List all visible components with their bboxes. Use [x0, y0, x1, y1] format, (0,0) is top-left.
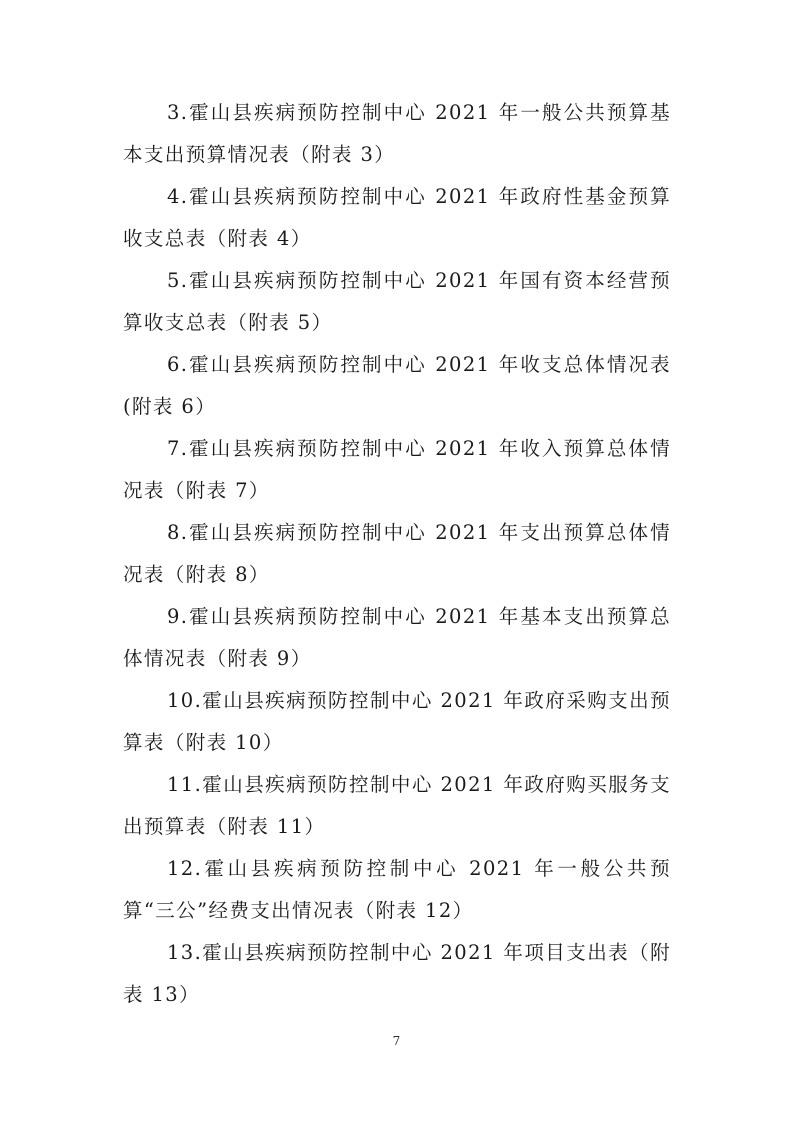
- attachment-list: [123, 92, 671, 1016]
- list-item: 6.霍山县疾病预防控制中心 2021 年收支总体情况表(附表 6）: [123, 353, 671, 418]
- list-item: 13.霍山县疾病预防控制中心 2021 年项目支出表（附表 13）: [123, 941, 671, 1006]
- page-number: 7: [392, 1034, 401, 1048]
- list-item: 3.霍山县疾病预防控制中心 2021 年一般公共预算基本支出预算情况表（附表 3）: [123, 101, 671, 166]
- list-item: 5.霍山县疾病预防控制中心 2021 年国有资本经营预算收支总表（附表 5）: [123, 269, 671, 334]
- list-item: 12.霍山县疾病预防控制中心 2021 年一般公共预算“三公”经费支出情况表（附表 12）: [123, 857, 671, 922]
- list-item: 8.霍山县疾病预防控制中心 2021 年支出预算总体情况表（附表 8）: [123, 521, 671, 586]
- list-item: 4.霍山县疾病预防控制中心 2021 年政府性基金预算收支总表（附表 4）: [123, 185, 671, 250]
- list-item: 11.霍山县疾病预防控制中心 2021 年政府购买服务支出预算表（附表 11）: [123, 773, 671, 838]
- list-item: 9.霍山县疾病预防控制中心 2021 年基本支出预算总体情况表（附表 9）: [123, 605, 671, 670]
- list-item: 7.霍山县疾病预防控制中心 2021 年收入预算总体情况表（附表 7）: [123, 437, 671, 502]
- list-item: 10.霍山县疾病预防控制中心 2021 年政府采购支出预算表（附表 10）: [123, 689, 671, 754]
